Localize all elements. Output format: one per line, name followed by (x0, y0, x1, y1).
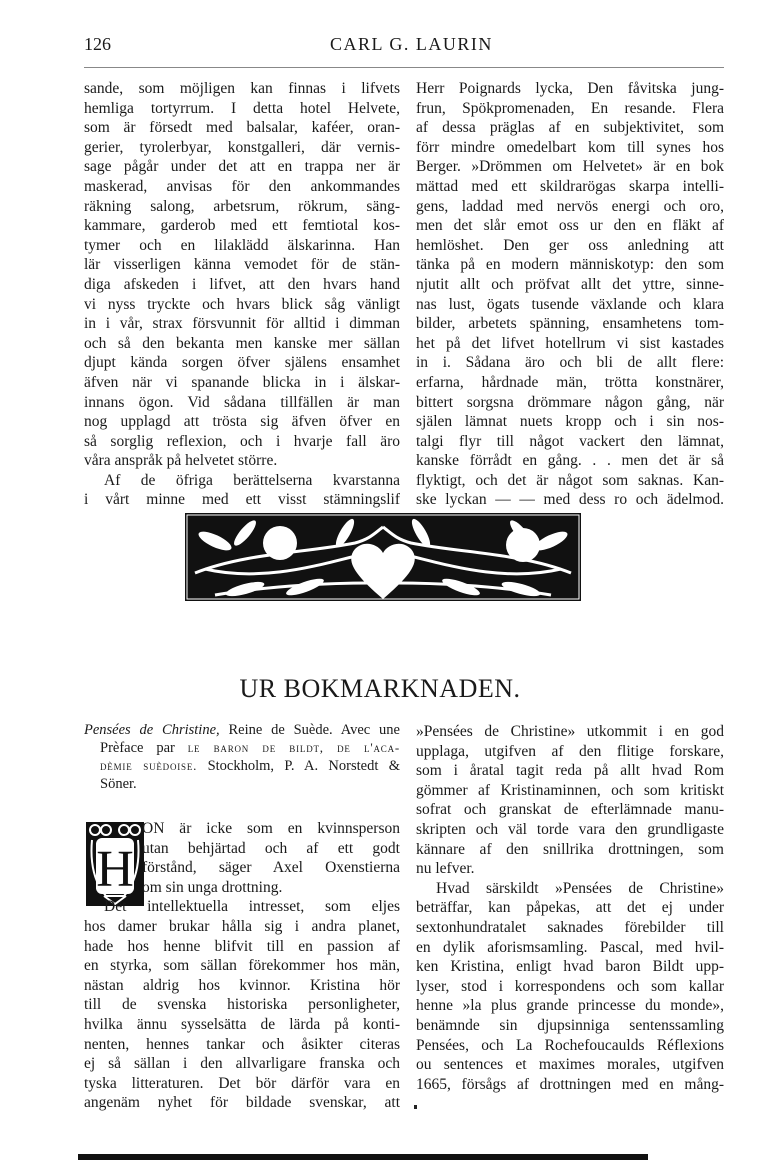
text-line: njutit allt och pröfvat allt det yttre, sinne- (416, 275, 724, 293)
text-line: maskerad, anvisas för den ankommandes (84, 177, 400, 195)
text-line: i vårt minne med ett visst stämningslif (84, 491, 400, 509)
text-line: nog upplagd att trösta sig äfven öfver en (84, 413, 400, 431)
text-line: frun, Spökpromenaden, En resande. Flera (416, 99, 724, 117)
text-line: kammare, garderob med ett femtiotal kos- (84, 217, 400, 235)
text-line: lär visserligen känna vemodet för de stän- (84, 256, 400, 274)
article-column-left (84, 79, 400, 510)
text-line: angenäm nyhet för bildade svenskar, att (84, 1094, 400, 1112)
decorative-vignette-heart-ornament (185, 513, 581, 601)
text-line: ej så sällan i den allvarligare franska och (84, 1055, 400, 1073)
print-speck (414, 1105, 417, 1109)
text-line: djupt kända sorgen öfver själens ensamhet (84, 354, 400, 372)
text-line: nenten, hennes tankar och åsikter citeras (84, 1035, 400, 1053)
text-line: tyska litteraturen. Det bör därför vara en (84, 1074, 400, 1092)
text-line: sande, som möjligen kan finnas i lifvets (84, 80, 400, 97)
citation-text: Reine de Suède. Avec une (219, 722, 400, 738)
citation-publisher: Stockholm, P. A. Norstedt & (197, 758, 400, 774)
text-line: ske lyckan — — med dess ro och ädelmod. (416, 491, 724, 509)
text-line: våra anspråk på helvetet större. (84, 452, 278, 470)
text-line: Herr Poignards lycka, Den fåvitska jung- (416, 80, 724, 97)
text-line: gerier, tyrolerbyar, konstgalleri, där vernis- (84, 138, 400, 156)
text-line: nu lefver. (416, 860, 475, 878)
text-line: »Pensées de Christine» utkommit i en god (416, 723, 724, 740)
text-line: hade hos henne blifvit till en passion af (84, 937, 400, 955)
text-line: beträffar, kan påpekas, att det ej under (416, 899, 724, 917)
text-line: tymer och en lilaklädd älskarinna. Han (84, 236, 400, 254)
header-rule (84, 67, 724, 68)
text-line: diga afskeden i lifvet, att den hvars hand (84, 275, 400, 293)
text-line: och så den bekanta men kanske mer sällan (84, 334, 400, 352)
book-citation (84, 721, 400, 793)
drop-cap-letter: H (96, 841, 134, 898)
text-line: utan behjärtad och af ett godt (142, 839, 400, 857)
citation-line (84, 721, 400, 739)
review-column-left (84, 819, 400, 1113)
text-line: tänka på en modern människotyp: den som (416, 256, 724, 274)
text-line: ken Kristina, enligt hvad baron Bildt upp- (416, 958, 724, 976)
text-line: räkning salong, arbetsrum, rökrum, säng- (84, 197, 400, 215)
text-line: sage pågår under det att en trappa ner är (84, 158, 400, 176)
scan-edge-bar (78, 1154, 648, 1160)
text-line: äfven när vi spanande blicka in i älskar- (84, 373, 400, 391)
text-line: mättad med ett skildrarögas skarpa intelli- (416, 177, 724, 195)
page-number: 126 (84, 34, 111, 54)
review-column-right (416, 722, 724, 1094)
text-line: Hvad särskildt »Pensées de Christine» (436, 879, 724, 897)
text-line: henne »la plus grande princesse du monde», (416, 997, 724, 1015)
text-line: Det intellektuella intresset, som eljes (104, 898, 400, 916)
text-line: så sorglig reflexion, och i hvarje fall äro (84, 432, 400, 450)
text-line: om sin unga drottning. (142, 878, 283, 896)
text-line: af dessa präglas af en subjektivitet, som (416, 119, 724, 137)
text-line: benämnde sin djupsinniga sentenssamling (416, 1016, 724, 1034)
text-line: Pensées, och La Rochefoucaulds Réflexions (416, 1036, 724, 1054)
text-line: som i åratal tagit reda på allt hvad Rom (416, 762, 724, 780)
text-line: ON är icke som en kvinnsperson (142, 820, 400, 837)
citation-line (84, 757, 400, 775)
text-line: ou sentences et maximes morales, utgifven (416, 1056, 724, 1074)
text-line: nas lust, ögats tusende växlande och klara (416, 295, 724, 313)
text-line: gens, laddad med nervös energi och oro, (416, 197, 724, 215)
text-line: sofrat och granskat de efterlämnade manu- (416, 801, 724, 819)
running-title: CARL G. LAURIN (330, 34, 493, 54)
citation-text: Prèface par (100, 740, 188, 756)
section-heading: UR BOKMARKNADEN. (239, 674, 521, 703)
text-line: innans ögon. Vid sådana tillfällen är man (84, 393, 400, 411)
book-title: Pensées de Christine, (84, 722, 220, 738)
text-line: förstånd, säger Axel Oxenstierna (142, 859, 400, 877)
text-line: nästan aldrig hos kvinnor. Kristina hör (84, 976, 400, 994)
text-line: in i. Sådana äro och bli de allt flere: (416, 354, 724, 372)
text-line: som är försedt med balsalar, kaféer, oran- (84, 119, 400, 137)
text-line: kanske förrådt en gång. . . men det är så (416, 452, 724, 470)
citation-line: Söner. (100, 776, 137, 792)
text-line: kännare af den snillrika drottningen, som (416, 840, 724, 858)
text-line: bittert sorgsna drömmare någon gång, när (416, 393, 724, 411)
text-line: Berger. »Drömmen om Helvetet» är en bok (416, 158, 724, 176)
text-line: bilder, arbetets spänning, ensamhetens tom- (416, 315, 724, 333)
text-line: hemliga tortyrrum. I detta hotel Helvete, (84, 99, 400, 117)
text-line: in i vår, strax försvunnit för alltid i dimman (84, 315, 400, 333)
text-line: erfarna, hårdnade män, trötta konstnärer, (416, 373, 724, 391)
article-column-right (416, 79, 724, 510)
text-line: hos damer brukar hålla sig i andra planet, (84, 917, 400, 935)
text-line: upplaga, utgifven af den flitige forskare, (416, 742, 724, 760)
text-line: en styrka, som sällan förekommer hos män, (84, 957, 400, 975)
text-line: het på det lifvet hotellrum vi sist kastades (416, 334, 724, 352)
text-line: till de svenska historiska personligheter, (84, 996, 400, 1014)
text-line: skripten och väl torde vara den grundligaste (416, 820, 724, 838)
text-line: sextonhundratalet saknades förebilder till (416, 918, 724, 936)
text-line: flyktigt, och det är något som saknas. Kan- (416, 471, 724, 489)
text-line: vi nyss tryckte och hvars blick såg vänligt (84, 295, 400, 313)
text-line: själen lämnat nuets kropp och i sin nos- (416, 413, 724, 431)
text-line: gömmer af Kristinaminnen, och som kritiskt (416, 781, 724, 799)
text-line: en dylik aforismsamling. Pascal, med hvil- (416, 938, 724, 956)
text-line: lyser, stod i korrespondens och som kallar (416, 977, 724, 995)
text-line: 1665, försågs af drottningen med en mång- (416, 1075, 724, 1093)
text-line: hvilka ännu sysselsätta de lärda på konti- (84, 1015, 400, 1033)
text-line: talgi flyr till något vackert den lämnat, (416, 432, 724, 450)
citation-author: le baron de bildt, de l'aca- (187, 740, 400, 755)
text-line: hemlöshet. Den ger oss anledning att (416, 236, 724, 254)
text-line: förr mindre omedelbart kom till synes hos (416, 138, 724, 156)
text-line: men det slår emot oss ur den en fläkt af (416, 217, 724, 235)
citation-author: dèmie suèdoise. (100, 758, 198, 773)
text-line: Af de öfriga berättelserna kvarstanna (104, 471, 400, 489)
citation-line (84, 739, 400, 757)
